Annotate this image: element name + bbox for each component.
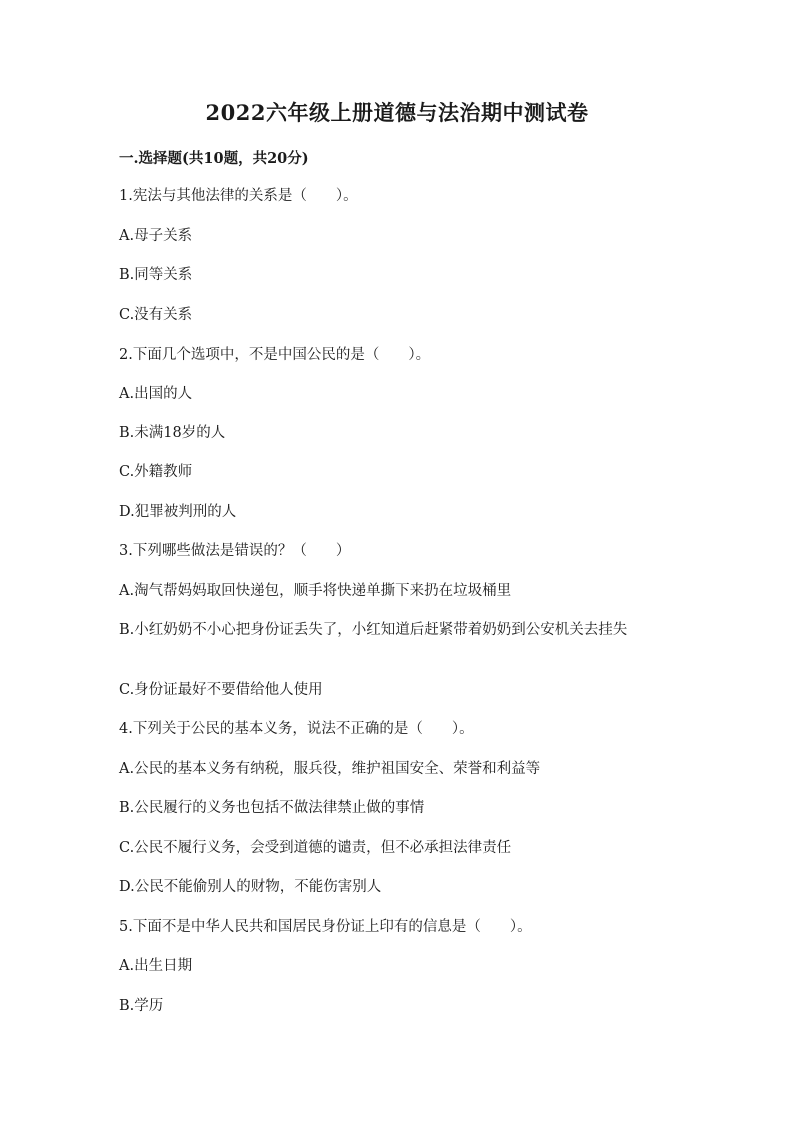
question-5-option-a: A.出生日期 bbox=[119, 958, 193, 974]
page-title: 2022六年级上册道德与法治期中测试卷 bbox=[205, 100, 589, 125]
question-1-option-a: A.母子关系 bbox=[119, 228, 193, 244]
question-1-option-c: C.没有关系 bbox=[119, 307, 193, 323]
question-1-stem: 1.宪法与其他法律的关系是（ ）。 bbox=[119, 188, 358, 204]
question-5-stem: 5.下面不是中华人民共和国居民身份证上印有的信息是（ ）。 bbox=[119, 919, 532, 935]
question-3-option-b: B.小红奶奶不小心把身份证丢失了，小红知道后赶紧带着奶奶到公安机关去挂失 bbox=[119, 622, 628, 638]
question-2-stem: 2.下面几个选项中，不是中国公民的是（ ）。 bbox=[119, 347, 431, 363]
question-3-option-a: A.淘气帮妈妈取回快递包，顺手将快递单撕下来扔在垃圾桶里 bbox=[119, 583, 512, 599]
question-2-option-c: C.外籍教师 bbox=[119, 464, 193, 480]
question-3-option-c: C.身份证最好不要借给他人使用 bbox=[119, 682, 323, 698]
question-4-option-c: C.公民不履行义务，会受到道德的谴责，但不必承担法律责任 bbox=[119, 840, 512, 856]
question-2-option-b: B.未满18岁的人 bbox=[119, 425, 226, 441]
question-1-option-b: B.同等关系 bbox=[119, 267, 193, 283]
question-2-option-a: A.出国的人 bbox=[119, 386, 193, 402]
question-3-stem: 3.下列哪些做法是错误的？（ ） bbox=[119, 543, 351, 559]
question-4-option-d: D.公民不能偷别人的财物，不能伤害别人 bbox=[119, 879, 382, 895]
question-4-option-a: A.公民的基本义务有纳税，服兵役，维护祖国安全、荣誉和利益等 bbox=[119, 761, 541, 777]
question-2-option-d: D.犯罪被判刑的人 bbox=[119, 504, 237, 520]
section-heading: 一.选择题(共10题，共20分) bbox=[119, 150, 309, 167]
question-4-stem: 4.下列关于公民的基本义务，说法不正确的是（ ）。 bbox=[119, 721, 474, 737]
question-4-option-b: B.公民履行的义务也包括不做法律禁止做的事情 bbox=[119, 800, 425, 816]
question-5-option-b: B.学历 bbox=[119, 998, 164, 1014]
